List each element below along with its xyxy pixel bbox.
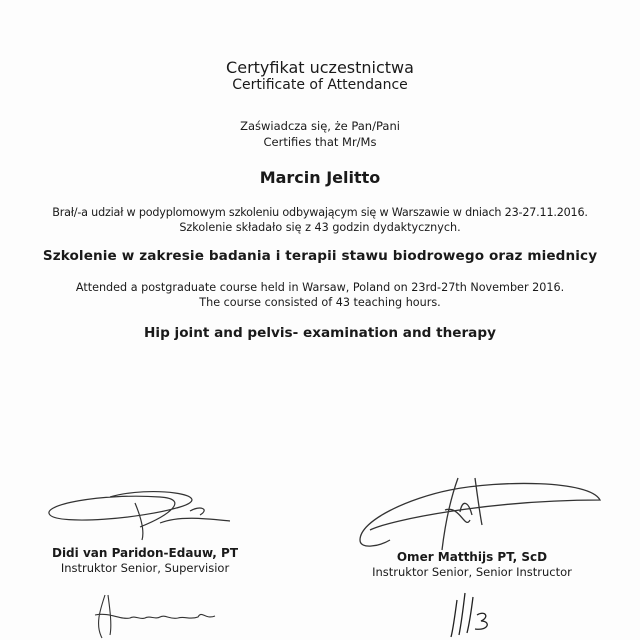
title-polish: Certyfikat uczestnictwa bbox=[226, 58, 414, 77]
stamp-signature-left bbox=[90, 590, 240, 640]
certifies-english: Certifies that Mr/Ms bbox=[263, 135, 377, 149]
signatory-left-role: Instruktor Senior, Supervisior bbox=[60, 561, 230, 575]
signature-right bbox=[350, 470, 610, 555]
stamp-signature-right bbox=[445, 585, 505, 640]
signatory-left-name: Didi van Paridon-Edauw, PT bbox=[51, 546, 239, 560]
title-english: Certificate of Attendance bbox=[232, 77, 408, 93]
attended-english-line1: Attended a postgraduate course held in Warsaw, Poland on 23rd-27th November 2016. bbox=[75, 281, 565, 294]
attended-polish-line2: Szkolenie składało się z 43 godzin dydaktycznych. bbox=[179, 221, 461, 234]
course-title-english: Hip joint and pelvis- examination and therapy bbox=[144, 325, 496, 341]
signatory-right-name: Omer Matthijs PT, ScD bbox=[396, 550, 548, 564]
signatory-right-role: Instruktor Senior, Senior Instructor bbox=[372, 565, 572, 579]
attended-english-line2: The course consisted of 43 teaching hours. bbox=[199, 296, 441, 309]
attended-polish-line1: Brał/-a udział w podyplomowym szkoleniu odbywającym się w Warszawie w dniach 23-27.11.2016. bbox=[52, 206, 588, 219]
signature-left bbox=[40, 485, 240, 545]
certifies-polish: Zaświadcza się, że Pan/Pani bbox=[240, 119, 400, 133]
participant-name: Marcin Jelitto bbox=[259, 168, 381, 187]
course-title-polish: Szkolenie w zakresie badania i terapii stawu biodrowego oraz miednicy bbox=[42, 248, 598, 264]
